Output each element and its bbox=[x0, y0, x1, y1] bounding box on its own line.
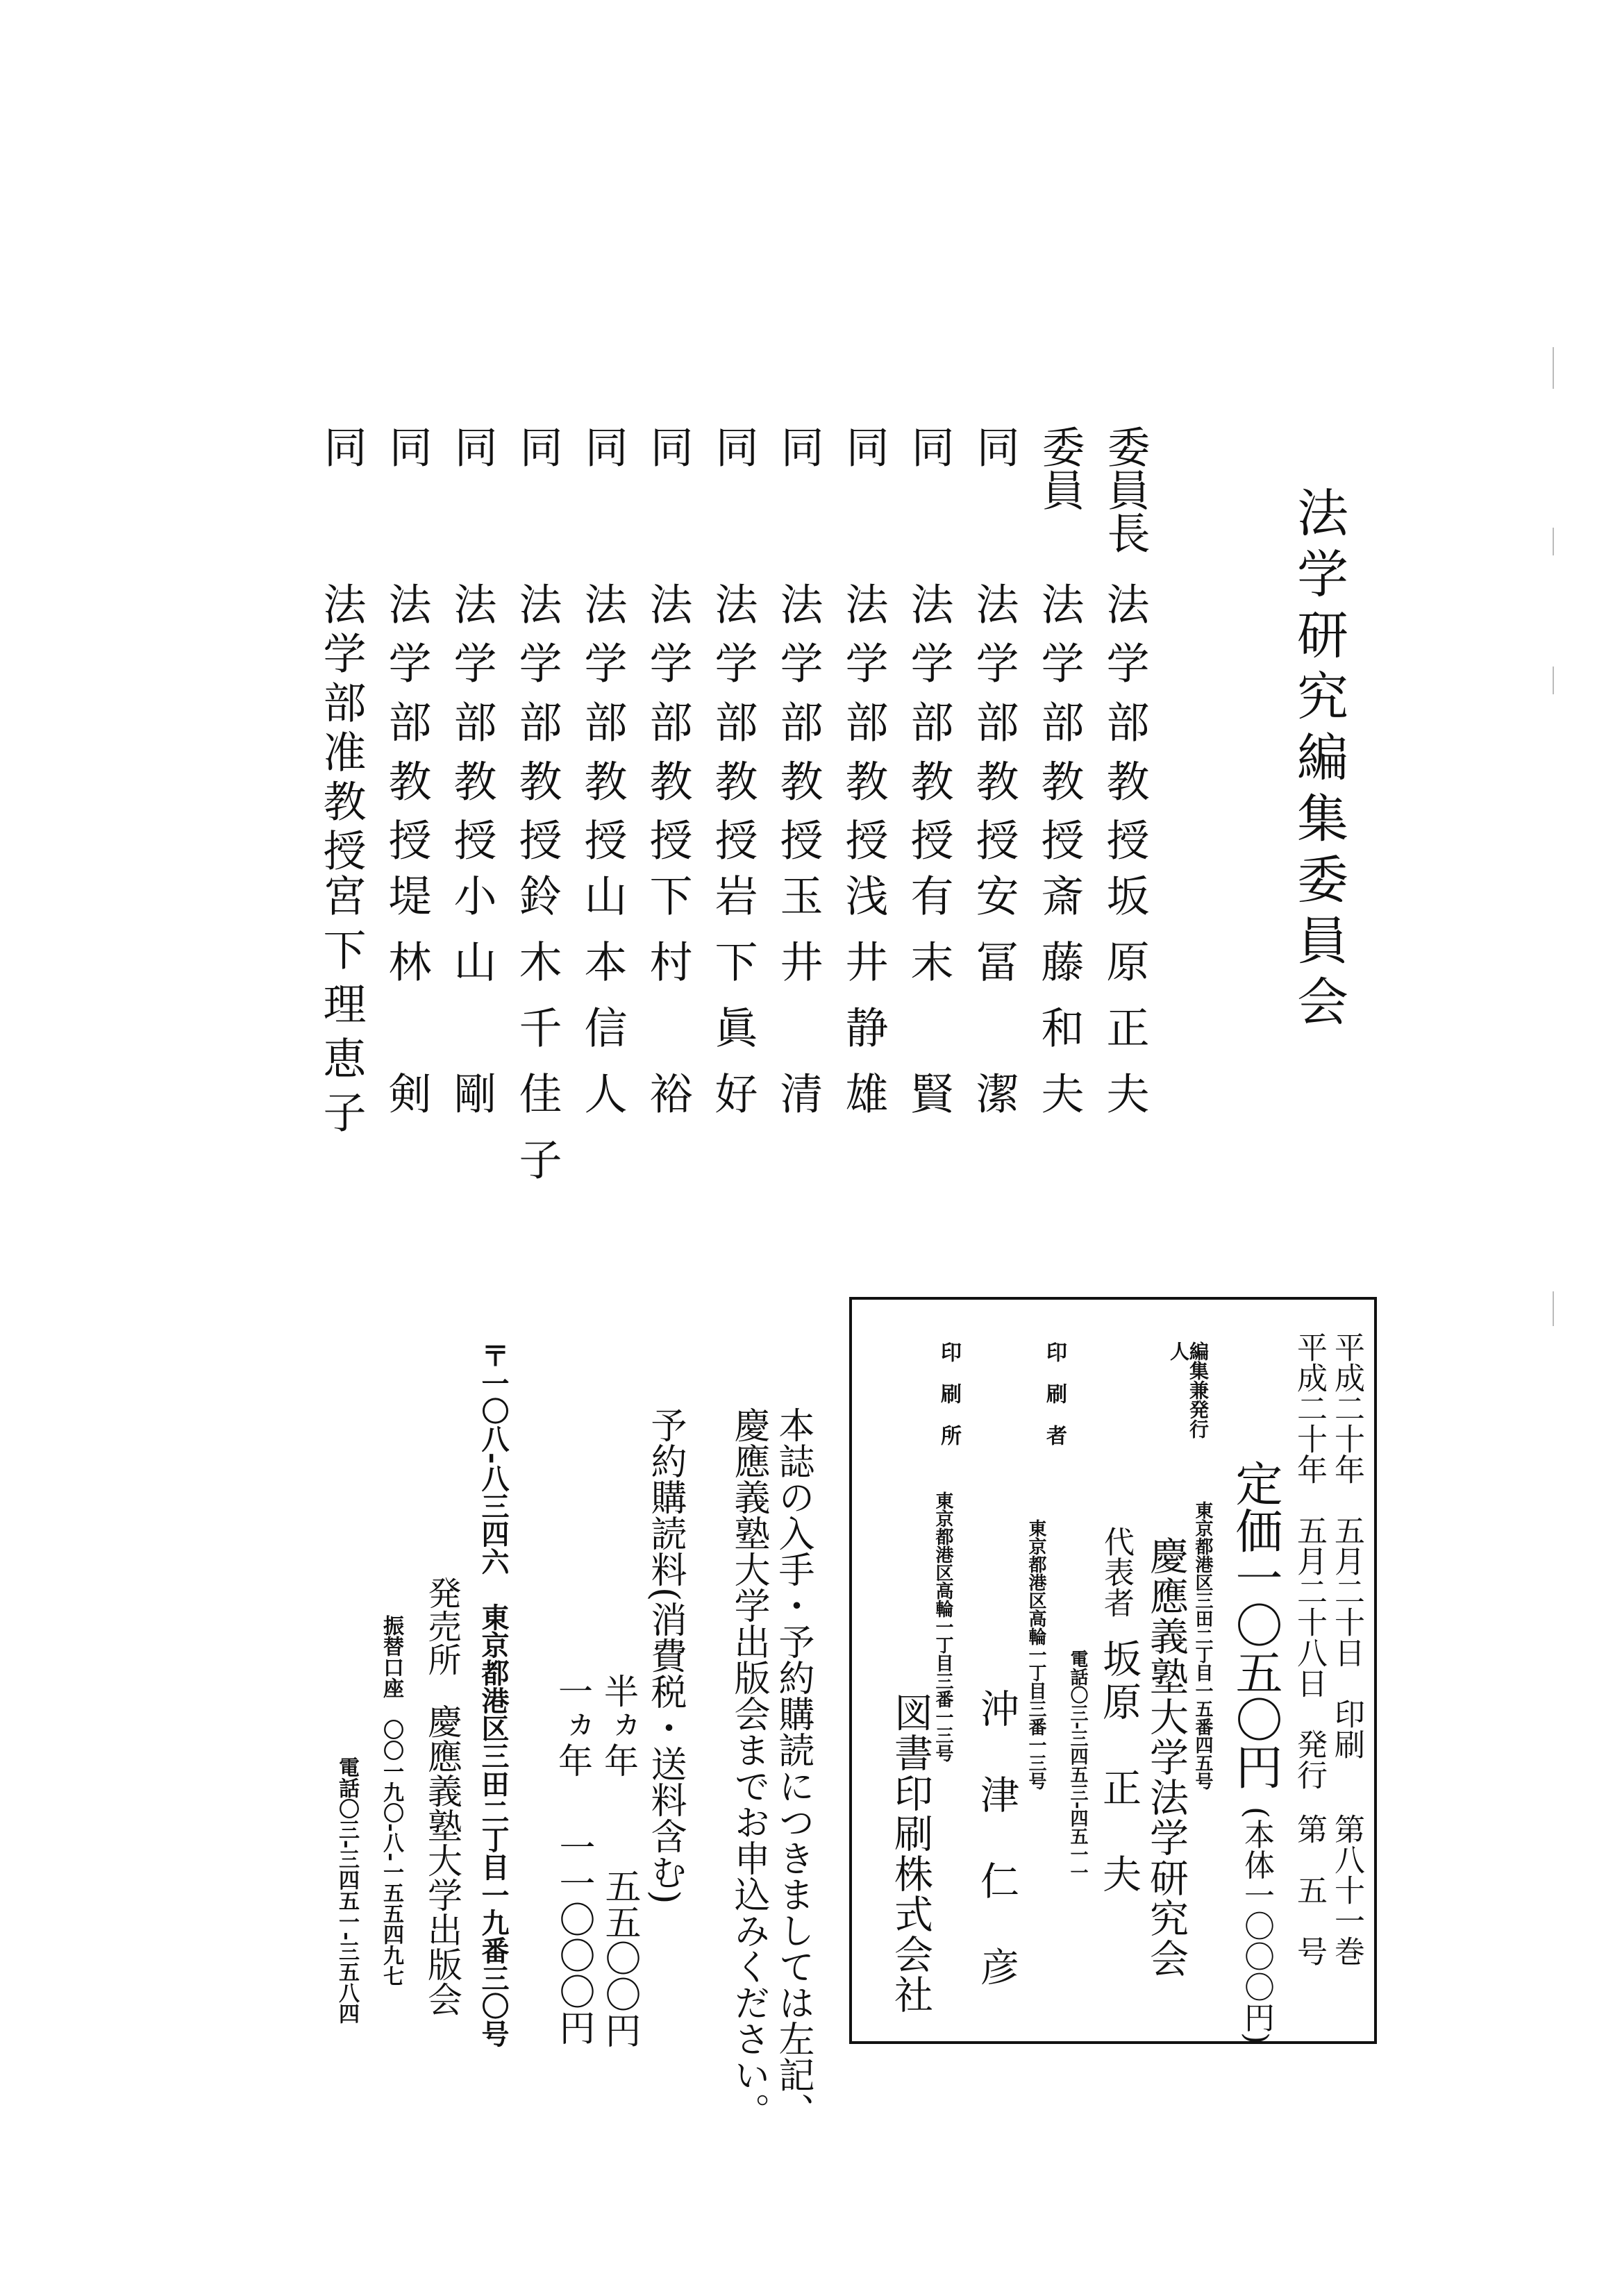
member-title: 法学部教授 bbox=[446, 582, 497, 877]
member-role: 同 bbox=[969, 425, 1021, 468]
scan-mark bbox=[1553, 1291, 1554, 1326]
editor-label: 編集兼発行人 bbox=[1167, 1341, 1210, 1439]
publisher-phone: 電話〇三-三四五一-三五八四 bbox=[335, 1757, 359, 2024]
member-role: 同 bbox=[578, 425, 629, 468]
member-name: 玉井 清 bbox=[773, 873, 823, 1137]
half-year-price: 五五〇〇円 bbox=[599, 1868, 640, 2048]
member-role: 同 bbox=[512, 425, 564, 468]
member-role: 同 bbox=[447, 425, 499, 468]
member-title: 法学部准教授 bbox=[316, 582, 367, 878]
member-role: 同 bbox=[774, 425, 825, 468]
member-role: 委員 bbox=[1035, 425, 1086, 511]
half-year-label: 半ヵ年 bbox=[599, 1673, 639, 1777]
member-title: 法学部教授 bbox=[512, 582, 562, 877]
colophon-box bbox=[849, 1297, 1377, 2044]
member-title: 法学部教授 bbox=[773, 582, 823, 877]
member-name: 安冨 潔 bbox=[969, 873, 1019, 1137]
price-note: (本体一〇〇〇円) bbox=[1239, 1807, 1274, 2045]
issue-date: 平成二十年 五月二十八日 発行 bbox=[1291, 1332, 1327, 1790]
editor-org: 慶應義塾大学法学研究会 bbox=[1144, 1536, 1189, 1979]
member-role: 同 bbox=[904, 425, 955, 468]
printer-address: 東京都港区高輪一丁目三番一三号 bbox=[1026, 1519, 1046, 1790]
notice-line-1: 本誌の入手・予約購読につきましては左記、 bbox=[772, 1407, 814, 2129]
member-title: 法学部教授 bbox=[1034, 582, 1085, 877]
member-name: 浅井静雄 bbox=[838, 873, 889, 1137]
printshop-address: 東京都港区高輪一丁目三番一三号 bbox=[933, 1491, 953, 1762]
member-title: 法学部教授 bbox=[381, 582, 432, 877]
member-title: 法学部教授 bbox=[838, 582, 889, 877]
member-role: 委員長 bbox=[1100, 425, 1151, 554]
member-title: 法学部教授 bbox=[642, 582, 693, 877]
member-name: 斎藤和夫 bbox=[1034, 873, 1085, 1137]
member-name: 岩下眞好 bbox=[708, 873, 758, 1137]
member-role: 同 bbox=[643, 425, 694, 468]
publisher-name: 慶應義塾大学出版会 bbox=[422, 1704, 462, 2016]
publisher-address: 〒一〇八-八三四六 東京都港区三田二丁目一九番三〇号 bbox=[477, 1341, 510, 2047]
full-year-price: 一一〇〇〇円 bbox=[553, 1829, 594, 2045]
member-name: 下村 裕 bbox=[642, 873, 693, 1137]
member-role: 同 bbox=[839, 425, 890, 468]
issue-number: 第 五 号 bbox=[1291, 1813, 1327, 1966]
member-title: 法学部教授 bbox=[708, 582, 758, 877]
volume-number: 第八十一巻 bbox=[1329, 1813, 1364, 1966]
member-role: 同 bbox=[317, 425, 368, 468]
member-role: 同 bbox=[382, 425, 433, 468]
editor-rep-name: 坂原 正 夫 bbox=[1096, 1639, 1142, 1897]
printer-label: 印刷者 bbox=[1042, 1341, 1067, 1466]
scan-mark bbox=[1553, 667, 1554, 694]
member-name: 小山 剛 bbox=[446, 873, 497, 1137]
publisher-label: 発売所 bbox=[422, 1576, 461, 1676]
full-year-label: 一ヵ年 bbox=[553, 1673, 593, 1777]
member-title: 法学部教授 bbox=[1099, 582, 1150, 877]
subscription-title: 予約購読料(消費税・送料含む) bbox=[644, 1407, 686, 1904]
member-name: 宮下理恵子 bbox=[316, 873, 367, 1144]
member-title: 法学部教授 bbox=[903, 582, 954, 877]
printshop-name: 図書印刷株式会社 bbox=[888, 1693, 933, 2015]
committee-title: 法学研究編集委員会 bbox=[1289, 486, 1348, 1036]
member-title: 法学部教授 bbox=[577, 582, 628, 877]
printer-name: 沖 津 仁 彦 bbox=[974, 1689, 1019, 1990]
member-name: 有末 賢 bbox=[903, 873, 954, 1137]
editor-rep-label: 代表者 bbox=[1098, 1526, 1134, 1618]
editor-address: 東京都港区三田二丁目一五番四五号 bbox=[1192, 1501, 1213, 1790]
member-name: 堤林 剣 bbox=[381, 873, 432, 1137]
printshop-label: 印刷所 bbox=[937, 1341, 961, 1466]
member-title: 法学部教授 bbox=[969, 582, 1019, 877]
member-name: 鈴木千佳子 bbox=[512, 873, 562, 1203]
price: 定価一〇五〇円 bbox=[1228, 1459, 1282, 1790]
notice-line-2: 慶應義塾大学出版会までお申込みください。 bbox=[728, 1407, 769, 2129]
print-date: 平成二十年 五月二十日 印刷 bbox=[1329, 1332, 1364, 1759]
editor-phone: 電話〇三-三四五三-四五一一 bbox=[1067, 1650, 1088, 1882]
member-role: 同 bbox=[708, 425, 760, 468]
scan-mark bbox=[1553, 347, 1554, 389]
scan-mark bbox=[1553, 528, 1554, 555]
member-name: 坂原正夫 bbox=[1099, 873, 1150, 1137]
publisher-transfer: 振替口座 〇〇一九〇-八-一五五四九七 bbox=[379, 1615, 403, 1986]
member-name: 山本信人 bbox=[577, 873, 628, 1137]
